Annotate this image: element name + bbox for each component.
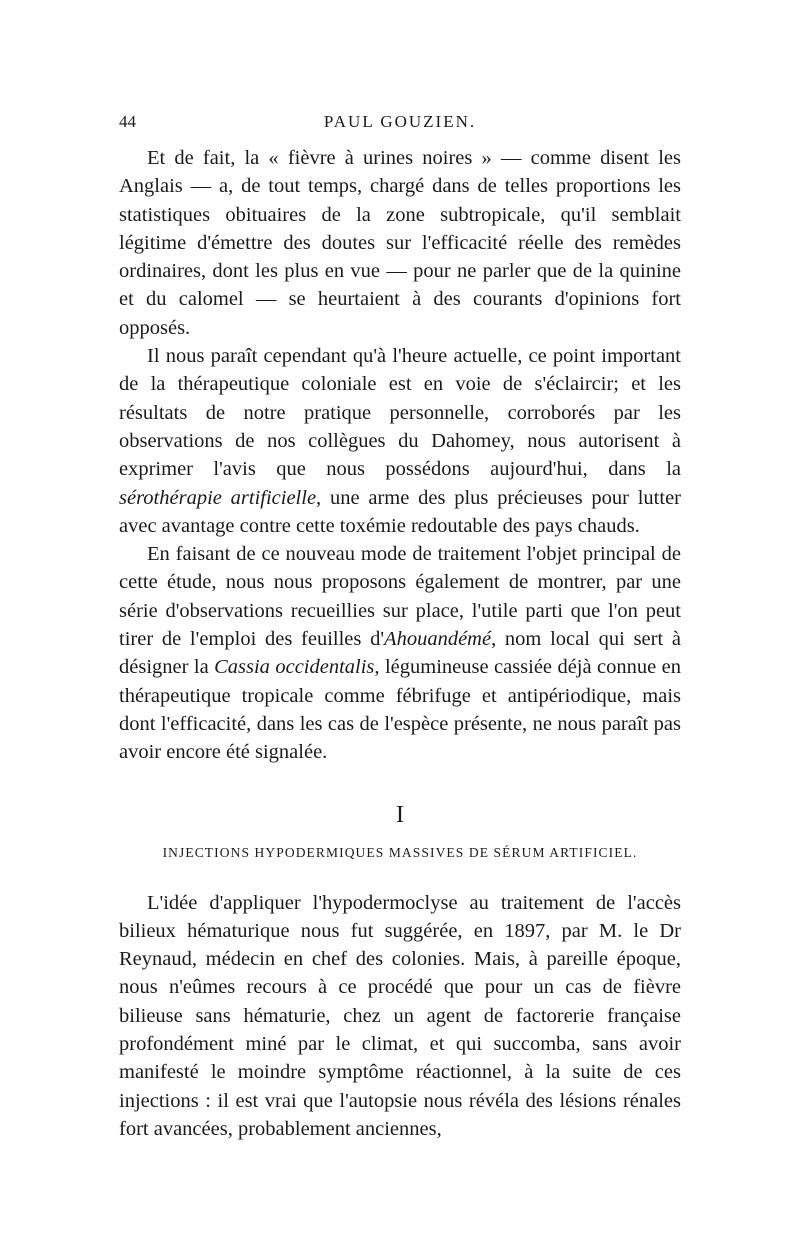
running-title: PAUL GOUZIEN. [323,112,477,131]
paragraph-text: , légumineuse cassiée déjà connue en thérapeutique tropicale comme fébrifuge et antipériodique, mais dont l'efficacité, dans les cas de l'espèce présente, ne nous paraît pas avoir encore été signalée. [119,656,681,764]
section-paragraph [119,889,681,1144]
running-head [119,112,681,144]
paragraph-text: L'idée d'appliquer l'hypodermoclyse au traitement de l'accès bilieux hématurique nous fut suggérée, en 1897, par M. le Dr Reynaud, médecin en chef des colonies. Mais, à pareille époque, nous n'eûmes recours à ce procédé que pour un cas de fièvre bilieuse sans hématurie, chez un agent de factorerie française profondément miné par le climat, et qui succomba, sans avoir manifesté le moindre symptôme réactionnel, à la suite de ces injections : il est vrai que l'autopsie nous révéla des lésions rénales fort avancées, probablement anciennes, [119,891,681,1140]
paragraph-1 [119,144,681,342]
italic-term-cassia: Cassia occidentalis [214,656,375,679]
paragraph-text: Il nous paraît cependant qu'à l'heure actuelle, ce point important de la thérapeutique coloniale est en voie de s'éclaircir; et les résultats de notre pratique personnelle, corroborés par les observations de nos collègues du Dahomey, nous autorisent à exprimer l'avis que nous possédons aujourd'hui, dans la [119,345,681,481]
section-title: INJECTIONS HYPODERMIQUES MASSIVES DE SÉRUM ARTIFICIEL. [162,844,638,860]
italic-term-serotherapie: sérothérapie artificielle [119,486,317,509]
paragraph-3 [119,540,681,766]
paragraph-text: , nom local qui sert à désigner la [119,628,681,679]
page-number: 44 [119,112,136,131]
italic-term-ahouandeme: Ahouandémé [384,628,492,651]
paragraph-text: En faisant de ce nouveau mode de traitement l'objet principal de cette étude, nous nous proposons également de montrer, par une série d'observations recueillies sur place, l'utile parti que l'on peut tirer de l'emploi des feuilles d' [119,543,681,651]
section-numeral: I [396,801,404,828]
paragraph-text: , une arme des plus précieuses pour lutter avec avantage contre cette toxémie redoutable des pays chauds. [119,486,681,537]
book-page [119,112,681,1143]
paragraph-2 [119,342,681,540]
paragraph-text: Et de fait, la « fièvre à urines noires » — comme disent les Anglais — a, de tout temps, chargé dans de telles proportions les statistiques obituaires de la zone subtropicale, qu'il semblait légitime d'émettre des doutes sur l'efficacité réelle des remèdes ordinaires, dont les plus en vue — pour ne parler que de la quinine et du calomel — se heurtaient à des courants d'opinions fort opposés. [119,147,681,339]
